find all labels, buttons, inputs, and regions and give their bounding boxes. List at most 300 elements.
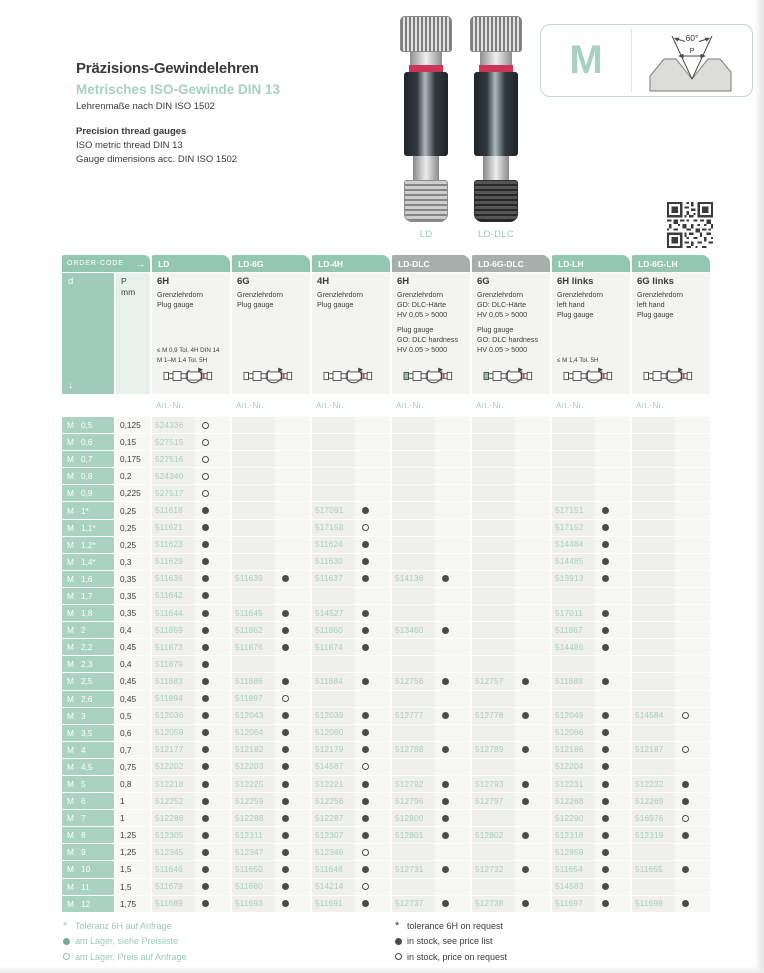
stock-status [195, 827, 230, 843]
header-line: left hand [637, 299, 665, 309]
article-cell [312, 742, 390, 758]
stock-status [195, 844, 230, 860]
legend-text: tolerance 6H on request [407, 920, 504, 931]
in-stock-dot [282, 678, 289, 685]
header-line: Grenzlehrdorn [237, 290, 283, 299]
stock-status [595, 502, 630, 518]
pitch-label: P [689, 45, 695, 55]
asterisk-marker: * [395, 919, 400, 932]
thread-size: 4 [81, 744, 86, 755]
article-number: 512286 [152, 810, 195, 826]
right-arrow-icon: → [136, 258, 145, 269]
stock-status [675, 622, 710, 638]
thread-size-label [62, 742, 114, 758]
article-cell [312, 520, 390, 536]
article-cell [552, 485, 630, 501]
article-number: 511894 [152, 691, 195, 707]
gauge-thread-tip [404, 180, 448, 222]
in-stock-dot [282, 575, 289, 582]
article-cell [152, 810, 230, 826]
thread-size: 1,8 [81, 608, 93, 619]
stock-status [435, 417, 470, 433]
article-number: 512221 [312, 776, 355, 792]
article-number: 512066 [552, 725, 595, 741]
stock-status [275, 537, 310, 553]
article-number [312, 485, 355, 501]
header-line: GD: DLC-Härte [477, 299, 527, 309]
thread-size-label [62, 776, 114, 792]
article-cell [632, 434, 710, 450]
article-number: 512801 [392, 827, 435, 843]
page-title-en: Precision thread gauges [76, 126, 187, 137]
article-cell [312, 725, 390, 741]
article-number [392, 468, 435, 484]
article-number: 511689 [152, 896, 195, 912]
on-request-dot [362, 883, 369, 890]
stock-status [435, 810, 470, 826]
in-stock-dot [682, 832, 689, 839]
art-nr-label: Art.-Nr. [636, 400, 664, 410]
header-line: GO: DLC hardness [397, 334, 459, 344]
article-number: 511862 [232, 622, 275, 638]
article-cell [232, 434, 310, 450]
pitch-column-header [116, 273, 150, 394]
table-row [62, 571, 710, 587]
article-number: 512346 [312, 844, 355, 860]
header-line: HV 0.05 > 5000 [477, 344, 528, 354]
stock-status [515, 896, 550, 912]
stock-status [195, 537, 230, 553]
in-stock-dot [442, 678, 449, 685]
article-cell [152, 793, 230, 809]
in-stock-dot [442, 832, 449, 839]
thread-size-label [62, 417, 114, 433]
legend-english [395, 920, 507, 967]
pitch-value: 0,6 [116, 725, 150, 741]
article-number: 514214 [312, 879, 355, 895]
in-stock-dot [362, 712, 369, 719]
article-number [632, 656, 675, 672]
stock-status [355, 571, 390, 587]
stock-status [355, 673, 390, 689]
on-request-dot [202, 456, 209, 463]
stock-status [435, 673, 470, 689]
thread-size: 0,7 [81, 454, 93, 465]
article-cell [552, 554, 630, 570]
article-cell [552, 588, 630, 604]
stock-status [675, 673, 710, 689]
article-cell [152, 588, 230, 604]
article-number: 527517 [152, 485, 195, 501]
in-stock-dot [602, 627, 609, 634]
in-stock-dot [282, 849, 289, 856]
stock-status [355, 520, 390, 536]
article-number: 517151 [552, 502, 595, 518]
article-number: 511874 [312, 639, 355, 655]
stock-status [275, 896, 310, 912]
thread-size-label [62, 605, 114, 621]
article-cell [632, 451, 710, 467]
in-stock-dot [682, 900, 689, 907]
stock-status [195, 742, 230, 758]
article-number: 512347 [232, 844, 275, 860]
table-row [62, 827, 710, 843]
article-number: 512959 [552, 844, 595, 860]
in-stock-dot [602, 524, 609, 531]
article-number [232, 554, 275, 570]
article-cell [152, 434, 230, 450]
in-stock-dot [602, 900, 609, 907]
thread-size: 1,6 [81, 573, 93, 584]
article-number [632, 571, 675, 587]
article-number: 511618 [152, 502, 195, 518]
article-number [632, 468, 675, 484]
article-cell [232, 502, 310, 518]
legend-item [395, 920, 507, 931]
article-cell [552, 793, 630, 809]
article-number: 511646 [152, 861, 195, 877]
article-cell [552, 776, 630, 792]
article-cell [312, 759, 390, 775]
article-cell [312, 605, 390, 621]
pitch-value: 1,25 [116, 844, 150, 860]
thread-size: 6 [81, 796, 86, 807]
thread-m: M [67, 847, 74, 858]
stock-status [435, 520, 470, 536]
stock-status [435, 485, 470, 501]
in-stock-dot [282, 781, 289, 788]
in-stock-dot [602, 798, 609, 805]
gauge-knurled-cap [400, 16, 452, 52]
stock-status [595, 896, 630, 912]
article-cell [552, 742, 630, 758]
thread-size: 2,6 [81, 693, 93, 704]
art-nr-label: Art.-Nr. [556, 400, 584, 410]
stock-status [355, 417, 390, 433]
article-number: 511897 [232, 691, 275, 707]
header-line: Plug gauge [557, 309, 594, 319]
stock-status [675, 725, 710, 741]
article-number: 514484 [552, 537, 595, 553]
diameter-column-header [62, 273, 114, 394]
article-cell [632, 468, 710, 484]
in-stock-dot [362, 678, 369, 685]
stock-status [275, 571, 310, 587]
article-cell [632, 554, 710, 570]
stock-status [515, 793, 550, 809]
thread-size: 2,2 [81, 642, 93, 653]
article-number [392, 639, 435, 655]
article-cell [472, 520, 550, 536]
down-arrow-icon: ↓ [68, 380, 73, 391]
article-number: 514583 [552, 879, 595, 895]
header-line: Grenzlehrdorn [397, 290, 443, 299]
stock-status [595, 673, 630, 689]
article-cell [552, 656, 630, 672]
article-number: 512796 [392, 793, 435, 809]
article-number: 511867 [552, 622, 595, 638]
article-number [632, 691, 675, 707]
stock-status [435, 776, 470, 792]
article-cell [232, 793, 310, 809]
gauge-thread-tip-dlc [474, 180, 518, 222]
header-line: Plug gauge [237, 299, 274, 309]
in-stock-dot [202, 575, 209, 582]
header-line: left hand [557, 299, 585, 309]
article-cell [632, 810, 710, 826]
article-cell [472, 861, 550, 877]
tolerance-note [157, 346, 219, 365]
stock-status [435, 434, 470, 450]
column-header-ld [152, 273, 230, 394]
article-cell [552, 605, 630, 621]
article-number: 511859 [152, 622, 195, 638]
article-number [472, 656, 515, 672]
article-cell [392, 520, 470, 536]
article-number: 511650 [232, 861, 275, 877]
article-cell [552, 810, 630, 826]
thread-size-label [62, 468, 114, 484]
thread-size-label [62, 708, 114, 724]
column-tab-ld-lh: LD-LH [552, 255, 630, 272]
thread-size: 0,6 [81, 437, 93, 448]
article-cell [312, 468, 390, 484]
thread-m: M [67, 471, 74, 482]
article-cell [472, 708, 550, 724]
article-cell [632, 588, 710, 604]
article-cell [552, 571, 630, 587]
plug-gauge-icon-wrap [642, 367, 700, 390]
article-number: 512060 [312, 725, 355, 741]
in-stock-dot [282, 866, 289, 873]
pitch-value: 1 [116, 810, 150, 826]
stock-status [355, 451, 390, 467]
article-cell [232, 827, 310, 843]
pitch-value: 0,7 [116, 742, 150, 758]
thread-size-label [62, 571, 114, 587]
in-stock-dot [522, 866, 529, 873]
thread-m: M [67, 830, 74, 841]
stock-status [515, 485, 550, 501]
table-row [62, 588, 710, 604]
thread-size: 5 [81, 779, 86, 790]
table-row [62, 656, 710, 672]
article-number: 512797 [472, 793, 515, 809]
stock-status [355, 776, 390, 792]
article-number [232, 537, 275, 553]
thread-size-label [62, 588, 114, 604]
stock-status [595, 417, 630, 433]
article-cell [392, 554, 470, 570]
article-cell [472, 537, 550, 553]
thread-m: M [67, 454, 74, 465]
stock-status [435, 691, 470, 707]
article-number [552, 468, 595, 484]
article-cell [472, 554, 550, 570]
article-number [552, 417, 595, 433]
pitch-value: 0,45 [116, 639, 150, 655]
stock-status [275, 725, 310, 741]
in-stock-dot [202, 610, 209, 617]
article-cell [312, 537, 390, 553]
stock-status [515, 810, 550, 826]
article-number [472, 502, 515, 518]
stock-status [675, 639, 710, 655]
thread-m: M [67, 676, 74, 687]
stock-status [675, 827, 710, 843]
article-number [632, 485, 675, 501]
article-number: 512802 [472, 827, 515, 843]
article-number [632, 502, 675, 518]
stock-status [275, 827, 310, 843]
stock-status [195, 656, 230, 672]
table-row [62, 742, 710, 758]
stock-status [355, 588, 390, 604]
in-stock-dot [362, 644, 369, 651]
legend-text: am Lager, Preis auf Anfrage [75, 951, 187, 962]
stock-status [195, 554, 230, 570]
thread-size-label [62, 759, 114, 775]
stock-status [275, 417, 310, 433]
table-body [62, 417, 710, 912]
stock-status [355, 861, 390, 877]
thread-size-label [62, 896, 114, 912]
article-cell [552, 537, 630, 553]
stock-status [675, 691, 710, 707]
column-header-ld-lh [552, 273, 630, 394]
note-line: M 1–M 1,4 Tol. 5H [157, 356, 208, 364]
thread-size-label [62, 520, 114, 536]
article-number [312, 691, 355, 707]
stock-status [355, 725, 390, 741]
article-number: 511654 [552, 861, 595, 877]
in-stock-dot [522, 781, 529, 788]
article-number [392, 485, 435, 501]
legend-item [63, 951, 187, 962]
article-cell [232, 776, 310, 792]
article-cell [312, 861, 390, 877]
order-table [62, 255, 710, 913]
article-cell [632, 502, 710, 518]
article-cell [472, 656, 550, 672]
stock-status [435, 502, 470, 518]
article-number [632, 673, 675, 689]
article-cell [232, 554, 310, 570]
stock-status [435, 861, 470, 877]
stock-status [515, 520, 550, 536]
article-cell [392, 896, 470, 912]
article-cell [472, 844, 550, 860]
stock-status [355, 639, 390, 655]
thread-size-label [62, 434, 114, 450]
stock-status [595, 520, 630, 536]
stock-status [595, 861, 630, 877]
article-number: 512290 [552, 810, 595, 826]
article-cell [232, 742, 310, 758]
article-cell [392, 861, 470, 877]
metric-m-letter: M [569, 38, 603, 82]
article-number: 512789 [472, 742, 515, 758]
stock-status [595, 810, 630, 826]
article-cell [152, 691, 230, 707]
article-number [392, 537, 435, 553]
table-row [62, 725, 710, 741]
thread-size: 2 [81, 625, 86, 636]
article-number: 512792 [392, 776, 435, 792]
article-cell [392, 810, 470, 826]
article-number [472, 434, 515, 450]
article-cell [312, 708, 390, 724]
on-request-dot [202, 439, 209, 446]
stock-status [195, 417, 230, 433]
article-cell [632, 417, 710, 433]
article-number: 511639 [232, 571, 275, 587]
legend-item [63, 920, 187, 931]
table-row [62, 605, 710, 621]
stock-status [675, 434, 710, 450]
article-cell [632, 742, 710, 758]
stock-status [355, 742, 390, 758]
stock-status [275, 434, 310, 450]
in-stock-dot [522, 746, 529, 753]
stock-status [195, 588, 230, 604]
article-number [472, 844, 515, 860]
tolerance-grade: 6G [477, 276, 490, 287]
article-number: 511888 [552, 673, 595, 689]
stock-status [355, 844, 390, 860]
article-cell [392, 793, 470, 809]
page-line2-en: ISO metric thread DIN 13 [76, 139, 183, 151]
art-nr-label: Art.-Nr. [476, 400, 504, 410]
on-request-dot [682, 746, 689, 753]
stock-status [435, 656, 470, 672]
article-number: 517158 [312, 520, 355, 536]
article-cell [632, 691, 710, 707]
article-number [392, 520, 435, 536]
article-number: 511637 [312, 571, 355, 587]
in-stock-dot [202, 695, 209, 702]
article-cell [632, 879, 710, 895]
article-cell [232, 656, 310, 672]
article-cell [392, 708, 470, 724]
stock-status [515, 759, 550, 775]
thread-size-label [62, 725, 114, 741]
pitch-value: 0,35 [116, 605, 150, 621]
thread-size-label [62, 844, 114, 860]
pitch-value: 0,25 [116, 537, 150, 553]
stock-status [195, 725, 230, 741]
header-line: HV 0,05 > 5000 [477, 309, 528, 319]
article-number: 511691 [312, 896, 355, 912]
stock-status [675, 537, 710, 553]
stock-status [675, 656, 710, 672]
stock-status [195, 896, 230, 912]
in-stock-dot [202, 661, 209, 668]
article-cell [632, 571, 710, 587]
in-stock-dot [202, 900, 209, 907]
article-cell [552, 622, 630, 638]
article-cell [152, 776, 230, 792]
stock-status [275, 468, 310, 484]
article-number [552, 434, 595, 450]
article-number [232, 588, 275, 604]
pitch-value: 0,2 [116, 468, 150, 484]
thread-size-label [62, 485, 114, 501]
article-cell [552, 468, 630, 484]
stock-status [675, 844, 710, 860]
page-header [76, 60, 280, 166]
article-cell [152, 622, 230, 638]
